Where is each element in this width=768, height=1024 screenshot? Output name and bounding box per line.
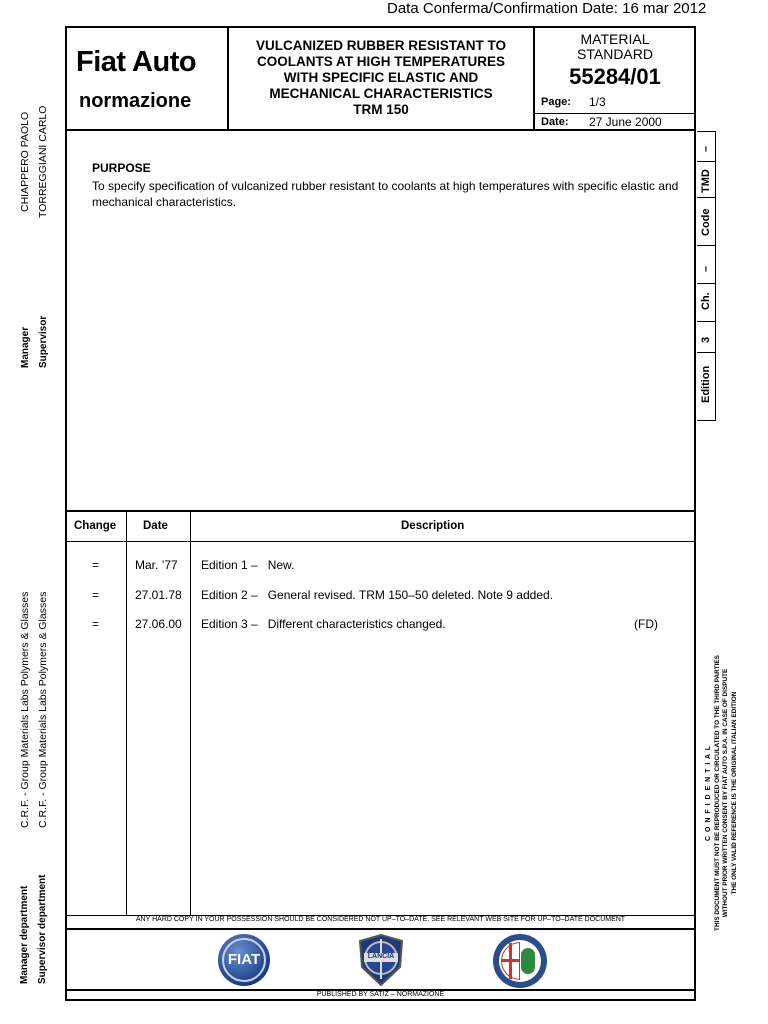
confirmation-date: Data Conferma/Confirmation Date: 16 mar 2012 <box>387 0 707 17</box>
supervisor-dept: C.R.F. - Group Materials Labs Polymers & Glasses <box>37 591 49 828</box>
manager-name: CHIAPPERO PAOLO <box>19 111 31 212</box>
alfa-romeo-badge-logo <box>493 934 547 988</box>
fiat-badge-logo <box>218 934 270 986</box>
supervisor-department-label: Supervisor department <box>37 874 48 984</box>
title-line: COOLANTS AT HIGH TEMPERATURES <box>257 54 505 69</box>
normazione-label: normazione <box>79 90 192 112</box>
changes-table-header-line <box>65 541 696 542</box>
title-line: VULCANIZED RUBBER RESISTANT TO <box>255 38 506 53</box>
hardcopy-notice: ANY HARD COPY IN YOUR POSSESSION SHOULD BE CONSIDERED NOT UP–TO–DATE. SEE RELEVANT WEB SITE FOR UP–TO–DATE DOCUMENT <box>135 916 626 923</box>
row-note: (FD) <box>634 617 658 631</box>
header-change: Change <box>74 520 117 532</box>
tab-code: Code <box>700 208 712 236</box>
lancia-badge-text: LANCIA <box>367 953 395 960</box>
row-description: Edition 1 – New. <box>201 558 295 572</box>
row-description: Edition 3 – Different characteristics changed. <box>201 617 446 631</box>
title-line: TRM 150 <box>353 102 409 117</box>
fiat-auto-logo: Fiat Auto <box>76 46 197 78</box>
changes-table-top <box>65 510 696 512</box>
tab-edition: Edition <box>700 365 712 403</box>
tab-ch: Ch. <box>700 292 712 310</box>
header-description: Description <box>401 520 465 532</box>
material-standard-label: MATERIAL STANDARD <box>577 31 653 62</box>
document-frame <box>65 26 696 1001</box>
tab-dash-2: – <box>700 265 712 272</box>
manager-dept: C.R.F. - Group Materials Labs Polymers & Glasses <box>19 591 31 828</box>
changes-col-divider-2 <box>190 511 191 915</box>
title-line: WITH SPECIFIC ELASTIC AND <box>283 70 479 85</box>
date-row-divider <box>533 113 696 114</box>
tab-tmd: TMD <box>700 169 712 193</box>
page-label: Page: <box>541 96 571 108</box>
confidential-notice: C O N F I D E N T I A L THIS DOCUMENT MUST NOT BE REPRODUCED OR CIRCULATED TO THE THIRD PARTIES WITHOUT PRIOR WRITTEN CONSENT BY FIAT AUTO S.P.A. IN CASE OF DISPUTE THE ONLY VALID REFERENCE IS THE ORIGINAL ITALIAN EDITION <box>705 655 738 931</box>
changes-col-divider-1 <box>126 511 127 915</box>
header-date: Date <box>143 520 168 532</box>
date-label: Date: <box>541 116 569 128</box>
manager-department-label: Manager department <box>19 885 30 984</box>
date-value: 27 June 2000 <box>589 115 662 129</box>
row-change: = <box>92 588 100 602</box>
tab-dash-1: – <box>700 145 712 152</box>
row-date: 27.01.78 <box>135 588 182 602</box>
row-change: = <box>92 558 100 572</box>
row-date: Mar. ’77 <box>135 558 178 572</box>
lancia-badge-logo <box>356 933 406 987</box>
row-date: 27.06.00 <box>135 617 182 631</box>
purpose-text: To specify specification of vulcanized rubber resistant to coolants at high temperatures with specific elastic and mechanical characteristics. <box>92 179 679 209</box>
published-by: PUBLISHED BY SATIZ – NORMAZIONE <box>316 991 445 998</box>
purpose-heading: PURPOSE <box>92 161 151 175</box>
supervisor-role: Supervisor <box>38 315 49 368</box>
fiat-badge-text: FIAT <box>227 951 261 968</box>
title-line: MECHANICAL CHARACTERISTICS <box>269 86 493 101</box>
page-value: 1/3 <box>589 95 606 109</box>
standard-number: 55284/01 <box>569 64 661 89</box>
row-change: = <box>92 617 100 631</box>
supervisor-name: TORREGGIANI CARLO <box>37 105 49 218</box>
tab-edition-number: 3 <box>700 336 712 343</box>
header-divider <box>65 129 696 131</box>
manager-role: Manager <box>20 326 31 368</box>
document-title <box>229 38 533 118</box>
row-description: Edition 2 – General revised. TRM 150–50 deleted. Note 9 added. <box>201 588 554 602</box>
